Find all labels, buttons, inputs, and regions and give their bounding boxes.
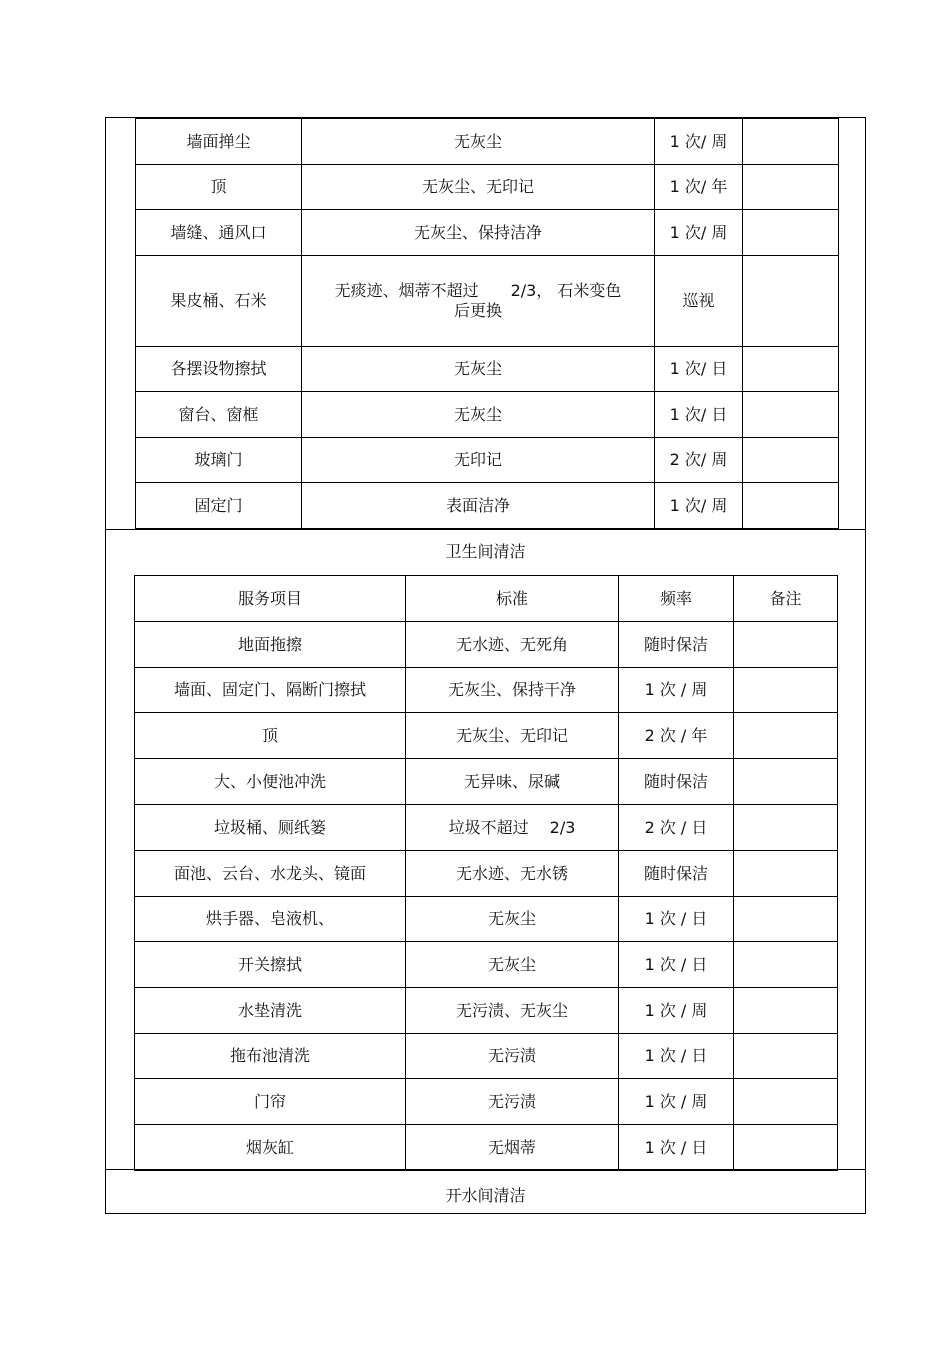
standard: 无灰尘、保持干净: [406, 668, 619, 713]
frequency: 1 次/ 周: [655, 483, 743, 529]
remark: [743, 347, 839, 392]
service-item: 地面拖擦: [135, 622, 406, 668]
standard: 无污渍、无灰尘: [406, 988, 619, 1034]
table-exterior-cleaning: [135, 118, 839, 529]
remark: [743, 256, 839, 347]
standard: 无灰尘: [406, 942, 619, 988]
service-item: 水垫清洗: [135, 988, 406, 1034]
service-item: 烟灰缸: [135, 1125, 406, 1171]
standard: 无印记: [302, 438, 655, 483]
service-item: 开关擦拭: [135, 942, 406, 988]
frequency: 随时保洁: [619, 759, 734, 805]
table-row: [136, 165, 839, 210]
remark: [734, 897, 838, 942]
remark: [734, 622, 838, 668]
service-item: 各摆设物擦拭: [136, 347, 302, 392]
frequency: 随时保洁: [619, 851, 734, 897]
service-item: 墙缝、通风口: [136, 210, 302, 256]
table-row: [136, 392, 839, 438]
standard-line-2: 后更换: [453, 301, 502, 320]
standard: 垃圾不超过 2/3: [406, 805, 619, 851]
table-row: [135, 897, 838, 942]
service-item: 固定门: [136, 483, 302, 529]
table-header-row: [135, 576, 838, 622]
header-standard: 标准: [406, 576, 619, 622]
service-item: 面池、云台、水龙头、镜面: [135, 851, 406, 897]
table-row: [135, 1125, 838, 1171]
standard: 无异味、尿碱: [406, 759, 619, 805]
standard: 无灰尘: [302, 119, 655, 165]
service-item: 垃圾桶、厕纸篓: [135, 805, 406, 851]
remark: [734, 713, 838, 759]
remark: [734, 668, 838, 713]
standard: 无水迹、无水锈: [406, 851, 619, 897]
table-restroom-cleaning: [134, 575, 838, 1171]
frequency: 1 次 / 日: [619, 942, 734, 988]
table-row: [136, 438, 839, 483]
service-item: 顶: [135, 713, 406, 759]
table-row: [136, 119, 839, 165]
section-divider: [105, 529, 866, 530]
table-row: [136, 210, 839, 256]
service-item: 拖布池清洗: [135, 1034, 406, 1079]
service-item: 顶: [136, 165, 302, 210]
standard: 无灰尘: [302, 347, 655, 392]
service-item: 烘手器、皂液机、: [135, 897, 406, 942]
frequency: 2 次 / 日: [619, 805, 734, 851]
table-row: [136, 347, 839, 392]
table-row: [135, 1034, 838, 1079]
remark: [734, 1079, 838, 1125]
remark: [734, 988, 838, 1034]
remark: [734, 1125, 838, 1171]
service-item: 墙面掸尘: [136, 119, 302, 165]
table-row: [135, 622, 838, 668]
header-frequency: 频率: [619, 576, 734, 622]
frequency: 1 次/ 日: [655, 347, 743, 392]
standard: 无灰尘: [302, 392, 655, 438]
frequency: 1 次/ 周: [655, 210, 743, 256]
remark: [734, 759, 838, 805]
frequency: 1 次 / 周: [619, 988, 734, 1034]
table-row: [136, 483, 839, 529]
frequency: 1 次 / 日: [619, 1125, 734, 1171]
standard: 无灰尘: [406, 897, 619, 942]
remark: [743, 392, 839, 438]
remark: [734, 1034, 838, 1079]
remark: [743, 210, 839, 256]
table-row: [136, 256, 839, 347]
frequency: 1 次 / 日: [619, 897, 734, 942]
service-item: 门帘: [135, 1079, 406, 1125]
table-row: [135, 805, 838, 851]
frequency: 1 次/ 日: [655, 392, 743, 438]
table-row: [135, 759, 838, 805]
standard: 无污渍: [406, 1034, 619, 1079]
service-item: 大、小便池冲洗: [135, 759, 406, 805]
service-item: 窗台、窗框: [136, 392, 302, 438]
standard: [302, 256, 655, 347]
remark: [734, 805, 838, 851]
service-item: 玻璃门: [136, 438, 302, 483]
table-row: [135, 1079, 838, 1125]
header-service-item: 服务项目: [135, 576, 406, 622]
section-divider: [105, 1169, 866, 1170]
standard-line-1: 无痰迹、烟蒂不超过 2/3， 石米变色: [334, 281, 622, 300]
remark: [743, 119, 839, 165]
table-row: [135, 668, 838, 713]
frequency: 1 次 / 日: [619, 1034, 734, 1079]
frequency: 1 次/ 周: [655, 119, 743, 165]
standard: 表面洁净: [302, 483, 655, 529]
table-row: [135, 851, 838, 897]
section-title-boiler-room: 开水间清洁: [445, 1186, 526, 1205]
remark: [743, 438, 839, 483]
frequency: 巡视: [655, 256, 743, 347]
frequency: 1 次 / 周: [619, 668, 734, 713]
standard: 无污渍: [406, 1079, 619, 1125]
table-row: [135, 942, 838, 988]
standard: 无水迹、无死角: [406, 622, 619, 668]
remark: [743, 483, 839, 529]
standard: 无灰尘、无印记: [406, 713, 619, 759]
header-remark: 备注: [734, 576, 838, 622]
remark: [743, 165, 839, 210]
standard: 无灰尘、无印记: [302, 165, 655, 210]
service-item: 墙面、固定门、隔断门擦拭: [135, 668, 406, 713]
table-row: [135, 988, 838, 1034]
table-row: [135, 713, 838, 759]
frequency: 2 次/ 周: [655, 438, 743, 483]
standard: 无灰尘、保持洁净: [302, 210, 655, 256]
frequency: 2 次 / 年: [619, 713, 734, 759]
frequency: 1 次/ 年: [655, 165, 743, 210]
service-item: 果皮桶、石米: [136, 256, 302, 347]
frequency: 1 次 / 周: [619, 1079, 734, 1125]
section-title-restroom: 卫生间清洁: [445, 542, 526, 561]
standard: 无烟蒂: [406, 1125, 619, 1171]
remark: [734, 851, 838, 897]
remark: [734, 942, 838, 988]
frequency: 随时保洁: [619, 622, 734, 668]
